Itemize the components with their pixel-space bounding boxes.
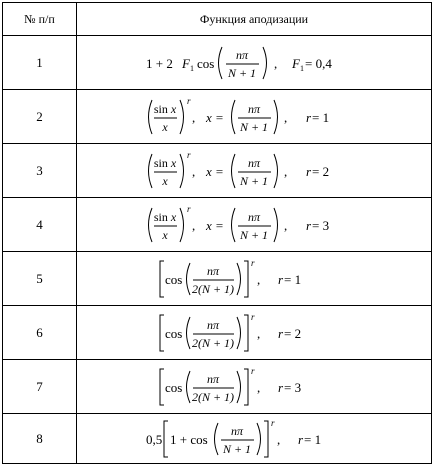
svg-text:,: , xyxy=(192,109,196,125)
svg-text:,: , xyxy=(284,217,288,233)
svg-text:x: x xyxy=(162,119,168,134)
svg-text:F: F xyxy=(292,55,300,71)
svg-text:,: , xyxy=(257,325,261,341)
row-number: 1 xyxy=(3,36,77,90)
formula-cell xyxy=(77,144,432,198)
svg-text:,: , xyxy=(284,163,288,179)
svg-text:,: , xyxy=(274,55,278,71)
svg-text:r: r xyxy=(271,417,275,428)
svg-text:r: r xyxy=(306,109,312,125)
row-number: 6 xyxy=(3,306,77,360)
svg-text:= 1: = 1 xyxy=(304,431,322,447)
table-row xyxy=(3,252,432,306)
svg-text:r: r xyxy=(278,325,284,341)
table-row xyxy=(3,414,432,464)
svg-text:0,5: 0,5 xyxy=(146,431,163,447)
svg-text:,: , xyxy=(257,271,261,287)
svg-text:2(N + 1): 2(N + 1) xyxy=(191,335,235,350)
svg-text:x =: x = xyxy=(206,163,224,179)
formula-cell xyxy=(77,252,432,306)
svg-text:,: , xyxy=(277,431,281,447)
svg-text:cos: cos xyxy=(165,271,183,287)
svg-text:nπ: nπ xyxy=(247,101,261,116)
svg-text:nπ: nπ xyxy=(247,209,261,224)
svg-text:= 3: = 3 xyxy=(284,379,302,395)
svg-text:1: 1 xyxy=(190,63,194,73)
svg-text:cos: cos xyxy=(197,55,215,71)
svg-text:1: 1 xyxy=(300,63,304,73)
svg-text:x: x xyxy=(162,173,168,188)
formula-1 xyxy=(144,41,364,85)
svg-text:r: r xyxy=(187,149,191,160)
svg-text:2(N + 1): 2(N + 1) xyxy=(191,389,235,404)
svg-text:r: r xyxy=(278,271,284,287)
svg-text:r: r xyxy=(306,217,312,233)
formula-3 xyxy=(144,149,364,193)
row-number: 2 xyxy=(3,90,77,144)
svg-text:2(N + 1): 2(N + 1) xyxy=(191,281,235,296)
svg-text:1 + cos: 1 + cos xyxy=(170,431,208,447)
svg-text:F: F xyxy=(182,55,190,71)
formula-cell xyxy=(77,36,432,90)
svg-text:= 1: = 1 xyxy=(284,271,302,287)
svg-text:x =: x = xyxy=(206,217,224,233)
table-row xyxy=(3,306,432,360)
row-number: 3 xyxy=(3,144,77,198)
svg-text:,: , xyxy=(284,109,288,125)
svg-text:nπ: nπ xyxy=(206,317,220,332)
formula-cell xyxy=(77,414,432,464)
formula-cell xyxy=(77,198,432,252)
svg-text:N + 1: N + 1 xyxy=(222,441,252,456)
table-row xyxy=(3,36,432,90)
svg-text:r: r xyxy=(187,203,191,214)
svg-text:r: r xyxy=(278,379,284,395)
row-number: 8 xyxy=(3,414,77,464)
apodization-table xyxy=(2,2,432,464)
table-row xyxy=(3,198,432,252)
table-header-row xyxy=(3,3,432,36)
svg-text:N + 1: N + 1 xyxy=(227,65,257,80)
header-function: Функция аподизации xyxy=(77,3,432,36)
table-row xyxy=(3,144,432,198)
svg-text:x: x xyxy=(162,227,168,242)
svg-text:,: , xyxy=(192,163,196,179)
svg-text:r: r xyxy=(251,365,255,376)
svg-text:r: r xyxy=(251,311,255,322)
svg-text:= 0,4: = 0,4 xyxy=(305,55,332,71)
svg-text:cos: cos xyxy=(165,379,183,395)
svg-text:N + 1: N + 1 xyxy=(239,227,269,242)
svg-text:nπ: nπ xyxy=(235,47,249,62)
formula-7 xyxy=(144,365,364,409)
formula-5 xyxy=(144,257,364,301)
svg-text:nπ: nπ xyxy=(206,263,220,278)
svg-text:= 2: = 2 xyxy=(284,325,302,341)
formula-cell xyxy=(77,360,432,414)
svg-text:nπ: nπ xyxy=(230,423,244,438)
row-number: 7 xyxy=(3,360,77,414)
svg-text:r: r xyxy=(306,163,312,179)
svg-text:sin x: sin x xyxy=(153,155,177,170)
formula-8 xyxy=(144,417,364,461)
svg-text:sin x: sin x xyxy=(153,209,177,224)
svg-text:1 + 2: 1 + 2 xyxy=(146,55,173,71)
svg-text:,: , xyxy=(257,379,261,395)
row-number: 4 xyxy=(3,198,77,252)
svg-text:r: r xyxy=(251,257,255,268)
svg-text:= 2: = 2 xyxy=(312,163,330,179)
formula-cell xyxy=(77,90,432,144)
header-number: № п/п xyxy=(3,3,77,36)
svg-text:cos: cos xyxy=(165,325,183,341)
svg-text:,: , xyxy=(192,217,196,233)
formula-cell xyxy=(77,306,432,360)
svg-text:N + 1: N + 1 xyxy=(239,173,269,188)
table-row xyxy=(3,90,432,144)
svg-text:r: r xyxy=(298,431,304,447)
formula-2 xyxy=(144,95,364,139)
formula-4 xyxy=(144,203,364,247)
svg-text:nπ: nπ xyxy=(206,371,220,386)
svg-text:r: r xyxy=(187,95,191,106)
svg-text:sin x: sin x xyxy=(153,101,177,116)
svg-text:N + 1: N + 1 xyxy=(239,119,269,134)
svg-text:= 3: = 3 xyxy=(312,217,330,233)
formula-6 xyxy=(144,311,364,355)
row-number: 5 xyxy=(3,252,77,306)
svg-text:= 1: = 1 xyxy=(312,109,330,125)
table-row xyxy=(3,360,432,414)
svg-text:nπ: nπ xyxy=(247,155,261,170)
svg-text:x =: x = xyxy=(206,109,224,125)
